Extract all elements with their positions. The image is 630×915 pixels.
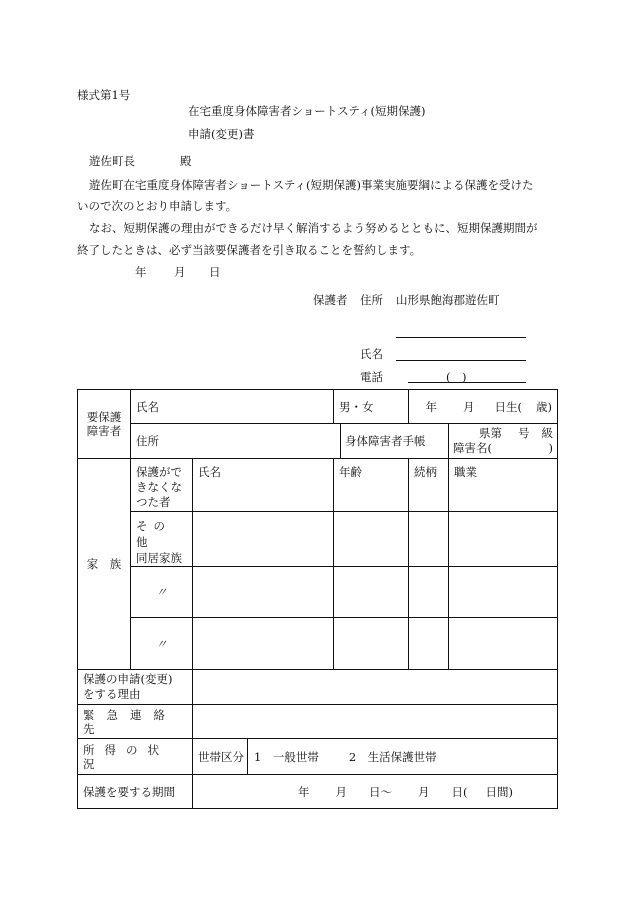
- body-paragraph-1-line-2: いので次のとおり申請します。: [77, 199, 238, 213]
- application-form-table: [77, 389, 558, 809]
- reason-field[interactable]: [193, 670, 558, 705]
- ditto-mark-2: [131, 618, 193, 670]
- family-section-label-text: 家 族: [86, 557, 122, 571]
- body-paragraph-2-line-2: 終了したときは、必ず当該要保護者を引き取ることを誓約します。: [77, 243, 422, 257]
- person-sex-cell[interactable]: [334, 390, 409, 424]
- body-paragraph-1-line-1: 遊佐町在宅重度身体障害者ショートスティ(短期保護)事業実施要綱による保護を受けた: [89, 178, 534, 192]
- person-name-cell[interactable]: [131, 390, 334, 424]
- period-start-year: 年: [298, 784, 310, 799]
- emergency-label-cell: [78, 705, 193, 739]
- caregiver-label-1: 保護がで: [136, 465, 182, 479]
- reason-label-1: 保護の申請(変更): [83, 672, 173, 686]
- body-paragraph-2-line-1: なお、短期保護の理由ができるだけ早く解消するよう努めるとともに、短期保護期間が: [89, 221, 538, 235]
- form-number: 様式第1号: [77, 88, 131, 102]
- person-address-cell[interactable]: [131, 424, 341, 459]
- person-address-label: 住所: [136, 434, 159, 448]
- reason-label-cell: [78, 670, 193, 705]
- address-label: 住所: [360, 293, 383, 307]
- handbook-label-cell: [341, 424, 449, 459]
- dob-month: 月: [463, 399, 475, 414]
- emergency-field[interactable]: [193, 705, 558, 739]
- cohabit-3-relation[interactable]: [409, 618, 449, 670]
- period-end-month: 月: [418, 784, 430, 799]
- caregiver-label-cell: [131, 459, 193, 512]
- dob-year: 年: [425, 399, 438, 414]
- name-field-rule[interactable]: [396, 360, 526, 361]
- handbook-number: 号: [518, 426, 530, 440]
- col-age-label: 年齢: [339, 465, 363, 479]
- person-sex: 男・女: [339, 399, 374, 414]
- phone-paren: ( ): [446, 370, 467, 384]
- reason-label-2: をする理由: [83, 687, 141, 701]
- form-title-line2: 申請(変更)書: [188, 127, 255, 141]
- phone-field-rule[interactable]: [408, 382, 526, 383]
- person-section-label: [78, 390, 131, 459]
- addressee-honorific: 殿: [180, 154, 192, 168]
- date-year: 年: [135, 265, 147, 279]
- handbook-pref: 県第: [479, 426, 503, 440]
- period-end-day: 日(: [451, 784, 468, 799]
- cohabit-1-job[interactable]: [449, 512, 558, 567]
- caregiver-job-cell[interactable]: [449, 459, 558, 512]
- address-value: 山形県飽海郡遊佐町: [396, 293, 500, 307]
- caregiver-age-cell[interactable]: [334, 459, 409, 512]
- disability-label: 障害名(: [453, 441, 493, 455]
- ditto-mark-2-text: 〃: [155, 636, 168, 651]
- age: 歳): [536, 399, 553, 414]
- col-relation-label: 続柄: [414, 465, 438, 479]
- cohabit-1-name[interactable]: [193, 512, 334, 567]
- ditto-mark-1-text: 〃: [155, 585, 168, 599]
- person-dob-cell[interactable]: [409, 390, 558, 424]
- person-section-label-2: 障害者: [86, 424, 122, 438]
- col-job-label: 職業: [454, 465, 478, 479]
- address-line-2-rule: [396, 337, 526, 338]
- person-name-label: 氏名: [136, 399, 159, 414]
- form-title-line1: 在宅重度身体障害者ショートスティ(短期保護): [188, 104, 426, 118]
- income-label-cell: [78, 739, 193, 775]
- period-field[interactable]: [193, 775, 558, 809]
- period-start-day: 日～: [369, 784, 392, 799]
- person-section-label-1: 要保護: [86, 410, 122, 424]
- cohabit-1-age[interactable]: [334, 512, 409, 567]
- dob-day: 日生(: [494, 399, 523, 414]
- handbook-grade: 級: [541, 426, 554, 440]
- cohabit-3-age[interactable]: [334, 618, 409, 670]
- period-label-cell: [78, 775, 193, 809]
- cohabit-2-age[interactable]: [334, 567, 409, 618]
- family-section-label: [78, 459, 131, 670]
- col-name-label: 氏名: [198, 465, 221, 479]
- household-type-label-cell: [193, 739, 248, 774]
- date-month: 月: [174, 265, 186, 279]
- caregiver-label-2: きなくな: [136, 480, 182, 494]
- income-label: 所得の状況: [83, 742, 169, 771]
- phone-label: 電話: [360, 370, 383, 384]
- caregiver-relation-cell[interactable]: [409, 459, 449, 512]
- cohabit-label-1: その他: [136, 519, 171, 549]
- handbook-detail-cell[interactable]: [449, 424, 558, 459]
- period-start-month: 月: [335, 784, 347, 799]
- handbook-label: 身体障害者手帳: [345, 434, 426, 448]
- guardian-label: 保護者: [313, 293, 348, 307]
- ditto-mark-1: [131, 567, 193, 618]
- name-label: 氏名: [360, 347, 383, 361]
- caregiver-label-3: つた者: [136, 495, 171, 509]
- household-type-label: 世帯区分: [198, 749, 244, 764]
- cohabit-1-relation[interactable]: [409, 512, 449, 567]
- cohabit-label-2: 同居家族: [136, 551, 182, 565]
- cohabit-label-cell: [131, 512, 193, 567]
- cohabit-2-job[interactable]: [449, 567, 558, 618]
- period-days: 日間): [485, 784, 513, 799]
- cohabit-2-relation[interactable]: [409, 567, 449, 618]
- period-label: 保護を要する期間: [83, 784, 175, 799]
- disability-close: ): [548, 441, 554, 455]
- addressee: 遊佐町長: [89, 154, 135, 168]
- household-option-general[interactable]: 1 一般世帯: [254, 749, 319, 764]
- cohabit-2-name[interactable]: [193, 567, 334, 618]
- household-option-welfare[interactable]: 2 生活保護世帯: [348, 749, 437, 764]
- cohabit-3-name[interactable]: [193, 618, 334, 670]
- date-day: 日: [209, 265, 221, 279]
- emergency-label: 緊急連絡先: [83, 707, 177, 736]
- caregiver-name-cell[interactable]: [193, 459, 334, 512]
- cohabit-3-job[interactable]: [449, 618, 558, 670]
- income-field[interactable]: [193, 739, 558, 775]
